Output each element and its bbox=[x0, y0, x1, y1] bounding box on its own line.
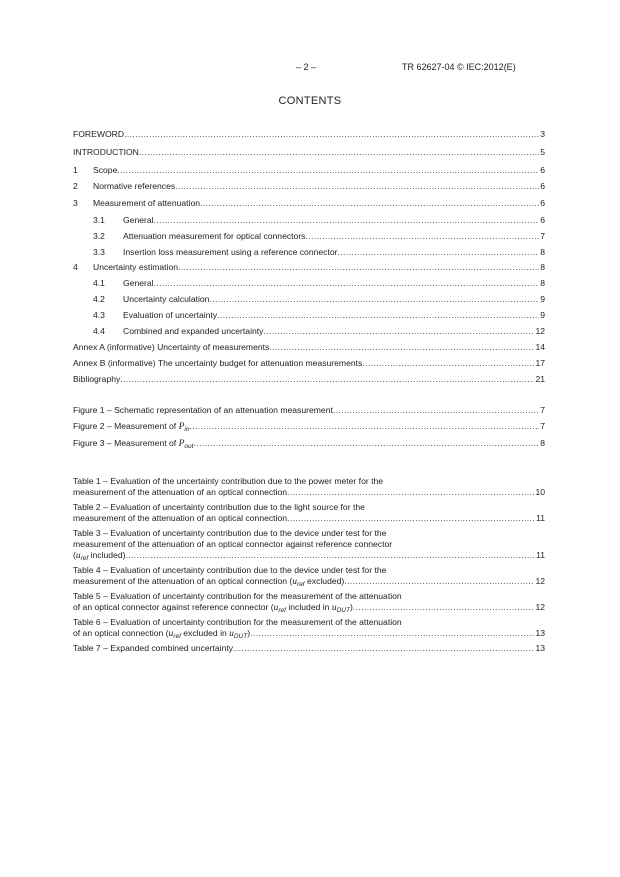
text-segment: included in bbox=[285, 602, 332, 612]
leader-dots bbox=[217, 310, 539, 321]
math-symbol: u bbox=[331, 603, 337, 613]
text-segment: Insertion loss measurement using a reference connector bbox=[123, 247, 338, 257]
text-segment: Combined and expanded uncertainty bbox=[123, 326, 264, 336]
leader-dots bbox=[353, 602, 535, 614]
leader-dots bbox=[333, 405, 539, 416]
leader-dots bbox=[189, 421, 539, 433]
page-ref: 12 bbox=[535, 602, 545, 612]
text-segment: Figure 2 – Measurement of bbox=[73, 421, 179, 431]
leader-dots bbox=[139, 147, 539, 158]
leader-dots bbox=[263, 326, 534, 337]
entry-line bbox=[73, 617, 545, 628]
section-number: 1 bbox=[73, 165, 78, 175]
page-ref: 6 bbox=[540, 165, 545, 175]
subscript: ref bbox=[297, 581, 305, 588]
page-ref: 8 bbox=[540, 438, 545, 448]
page-ref: 6 bbox=[540, 215, 545, 225]
math-symbol: P bbox=[178, 439, 185, 449]
figure-entry[interactable] bbox=[73, 421, 545, 433]
text-segment: measurement of the attenuation of an optical connection bbox=[73, 487, 288, 497]
entry-title bbox=[123, 294, 209, 305]
text-segment: Attenuation measurement for optical connectors bbox=[123, 231, 306, 241]
subscript: out bbox=[184, 443, 194, 450]
page-ref: 14 bbox=[535, 342, 545, 352]
leader-dots bbox=[154, 215, 540, 226]
toc-entry[interactable] bbox=[73, 342, 545, 353]
section-number: 4.3 bbox=[93, 310, 105, 320]
text-segment: General bbox=[123, 215, 154, 225]
section-number: 4.4 bbox=[93, 326, 105, 336]
text-segment: Bibliography bbox=[73, 374, 121, 384]
text-segment: Evaluation of uncertainty bbox=[123, 310, 218, 320]
page-ref: 9 bbox=[540, 294, 545, 304]
text-segment: Normative references bbox=[93, 181, 176, 191]
leader-dots bbox=[362, 358, 534, 369]
entry-line bbox=[73, 602, 545, 614]
entry-line bbox=[73, 487, 545, 498]
text-segment: Table 5 – Evaluation of uncertainty contribution for the measurement of the attenuation bbox=[73, 591, 402, 601]
entry-text bbox=[73, 539, 392, 550]
entry-title bbox=[123, 215, 154, 226]
leader-dots bbox=[287, 513, 535, 524]
text-segment: ) bbox=[349, 602, 353, 612]
text-segment: Table 7 – Expanded combined uncertainty bbox=[73, 643, 234, 653]
toc-entry[interactable] bbox=[73, 326, 545, 337]
page-ref: 8 bbox=[540, 278, 545, 288]
entry-line bbox=[73, 643, 545, 654]
page-ref: 3 bbox=[540, 129, 545, 139]
page-ref: 11 bbox=[536, 513, 545, 523]
entry-text bbox=[73, 628, 250, 640]
entry-title bbox=[123, 231, 305, 242]
figure-entry[interactable] bbox=[73, 405, 545, 416]
toc-entry[interactable] bbox=[73, 310, 545, 321]
page-ref: 5 bbox=[540, 147, 545, 157]
entry-title bbox=[123, 278, 154, 289]
entry-line bbox=[73, 528, 545, 539]
toc-entry[interactable] bbox=[73, 278, 545, 289]
entry-text bbox=[73, 576, 344, 588]
section-number: 3.1 bbox=[93, 215, 105, 225]
entry-line bbox=[73, 628, 545, 640]
text-segment: Annex B (informative) The uncertainty budget for attenuation measurements bbox=[73, 358, 363, 368]
leader-dots bbox=[175, 181, 539, 192]
entry-line bbox=[73, 438, 545, 450]
toc-entry[interactable] bbox=[73, 181, 545, 192]
section-number: 4.2 bbox=[93, 294, 105, 304]
toc-entry[interactable] bbox=[73, 374, 545, 385]
document-reference: TR 62627-04 © IEC:2012(E) bbox=[402, 62, 516, 72]
subscript: DUT bbox=[336, 607, 350, 614]
entry-line bbox=[73, 550, 545, 562]
math-symbol: u bbox=[75, 551, 81, 561]
text-segment: FOREWORD bbox=[73, 129, 125, 139]
text-segment: Annex A (informative) Uncertainty of measurements bbox=[73, 342, 270, 352]
table-entry[interactable] bbox=[73, 476, 545, 498]
entry-line bbox=[73, 421, 545, 433]
text-segment: ) bbox=[247, 628, 251, 638]
subscript: ref bbox=[278, 607, 286, 614]
entry-text bbox=[73, 421, 189, 433]
figure-entry[interactable] bbox=[73, 438, 545, 450]
toc-entry[interactable] bbox=[73, 129, 545, 140]
section-number: 4 bbox=[73, 262, 78, 272]
math-symbol: u bbox=[168, 629, 174, 639]
table-entry[interactable] bbox=[73, 502, 545, 524]
page-ref: 12 bbox=[535, 326, 545, 336]
subscript: ref bbox=[173, 633, 181, 640]
text-segment: Table 3 – Evaluation of uncertainty contribution due to the device under test for the bbox=[73, 528, 387, 538]
leader-dots bbox=[117, 165, 539, 176]
text-segment: Figure 1 – Schematic representation of an attenuation measurement bbox=[73, 405, 333, 415]
math-symbol: u bbox=[229, 629, 234, 639]
text-segment: included) bbox=[88, 550, 126, 560]
page-title: CONTENTS bbox=[278, 95, 342, 107]
table-entry[interactable] bbox=[73, 643, 545, 654]
table-entry[interactable] bbox=[73, 565, 545, 588]
toc-entry[interactable] bbox=[73, 198, 545, 209]
entry-title bbox=[73, 358, 362, 369]
entry-text bbox=[73, 438, 193, 450]
entry-title bbox=[123, 310, 217, 321]
text-segment: excluded in bbox=[180, 628, 230, 638]
entry-line bbox=[73, 405, 545, 416]
math-symbol: P bbox=[178, 422, 185, 432]
entry-title bbox=[123, 247, 337, 258]
entry-title bbox=[123, 326, 263, 337]
entry-title bbox=[93, 165, 117, 176]
entry-line bbox=[73, 539, 545, 550]
text-segment: excluded) bbox=[304, 576, 345, 586]
leader-dots bbox=[125, 550, 535, 562]
entry-line bbox=[73, 591, 545, 602]
toc-entry[interactable] bbox=[73, 262, 545, 273]
toc-entry[interactable] bbox=[73, 215, 545, 226]
entry-line bbox=[73, 513, 545, 524]
page-ref: 7 bbox=[540, 231, 545, 241]
text-segment: ( bbox=[73, 550, 76, 560]
subscript: in bbox=[184, 426, 190, 433]
text-segment: Table 6 – Evaluation of uncertainty contribution for the measurement of the attenuation bbox=[73, 617, 402, 627]
leader-dots bbox=[154, 278, 540, 289]
entry-text bbox=[73, 617, 402, 628]
text-segment: Uncertainty calculation bbox=[123, 294, 210, 304]
leader-dots bbox=[193, 438, 539, 450]
entry-text bbox=[73, 405, 333, 416]
text-segment: Measurement of attenuation bbox=[93, 198, 201, 208]
section-number: 3.3 bbox=[93, 247, 105, 257]
toc-entry[interactable] bbox=[73, 231, 545, 242]
toc-entry[interactable] bbox=[73, 247, 545, 258]
toc-entry[interactable] bbox=[73, 147, 545, 158]
entry-line bbox=[73, 476, 545, 487]
text-segment: of an optical connection ( bbox=[73, 628, 169, 638]
leader-dots bbox=[269, 342, 534, 353]
page-ref: 17 bbox=[535, 358, 545, 368]
table-entry[interactable] bbox=[73, 528, 545, 562]
entry-text bbox=[73, 602, 353, 614]
page-ref: 6 bbox=[540, 181, 545, 191]
math-symbol: u bbox=[292, 577, 298, 587]
entry-title bbox=[73, 374, 120, 385]
text-segment: measurement of the attenuation of an optical connector against reference connector bbox=[73, 539, 393, 549]
text-segment: General bbox=[123, 278, 154, 288]
entry-text bbox=[73, 565, 386, 576]
leader-dots bbox=[200, 198, 539, 209]
leader-dots bbox=[287, 487, 534, 498]
page-ref: 13 bbox=[535, 643, 545, 653]
table-entry[interactable] bbox=[73, 617, 545, 640]
leader-dots bbox=[120, 374, 534, 385]
text-segment: Table 2 – Evaluation of uncertainty contribution due to the light source for the bbox=[73, 502, 365, 512]
entry-line bbox=[73, 576, 545, 588]
text-segment: INTRODUCTION bbox=[73, 147, 139, 157]
leader-dots bbox=[337, 247, 539, 258]
entry-text bbox=[73, 487, 287, 498]
text-segment: Table 1 – Evaluation of the uncertainty contribution due to the power meter for the bbox=[73, 476, 384, 486]
subscript: DUT bbox=[233, 633, 248, 640]
toc-entry[interactable] bbox=[73, 294, 545, 305]
leader-dots bbox=[305, 231, 539, 242]
page-ref: 12 bbox=[535, 576, 545, 586]
leader-dots bbox=[178, 262, 539, 273]
text-segment: Table 4 – Evaluation of uncertainty contribution due to the device under test for the bbox=[73, 565, 387, 575]
entry-line bbox=[73, 502, 545, 513]
page-ref: 7 bbox=[540, 421, 545, 431]
text-segment: measurement of the attenuation of an optical connection ( bbox=[73, 576, 293, 586]
toc-entry[interactable] bbox=[73, 358, 545, 369]
text-segment: Uncertainty estimation bbox=[93, 262, 179, 272]
page-ref: 8 bbox=[540, 262, 545, 272]
text-segment: Figure 3 – Measurement of bbox=[73, 438, 179, 448]
entry-text bbox=[73, 513, 287, 524]
entry-title bbox=[93, 181, 175, 192]
entry-title bbox=[93, 262, 178, 273]
entry-line bbox=[73, 565, 545, 576]
page-ref: 21 bbox=[535, 374, 545, 384]
page-ref: 8 bbox=[540, 247, 545, 257]
section-number: 3.2 bbox=[93, 231, 105, 241]
entry-text bbox=[73, 476, 383, 487]
section-number: 3 bbox=[73, 198, 78, 208]
subscript: ref bbox=[80, 555, 89, 562]
page-ref: 13 bbox=[535, 628, 545, 638]
entry-text bbox=[73, 502, 365, 513]
entry-title bbox=[73, 342, 269, 353]
toc-entry[interactable] bbox=[73, 165, 545, 176]
page-ref: 9 bbox=[540, 310, 545, 320]
leader-dots bbox=[344, 576, 534, 588]
entry-title bbox=[93, 198, 200, 209]
entry-text bbox=[73, 528, 386, 539]
section-number: 4.1 bbox=[93, 278, 105, 288]
entry-text bbox=[73, 550, 125, 562]
text-segment: measurement of the attenuation of an optical connection bbox=[73, 513, 288, 523]
page-ref: 7 bbox=[540, 405, 545, 415]
leader-dots bbox=[209, 294, 539, 305]
table-entry[interactable] bbox=[73, 591, 545, 614]
entry-text bbox=[73, 591, 402, 602]
math-symbol: u bbox=[273, 603, 279, 613]
leader-dots bbox=[124, 129, 539, 140]
section-number: 2 bbox=[73, 181, 78, 191]
page-ref: 6 bbox=[540, 198, 545, 208]
text-segment: of an optical connector against reference connector ( bbox=[73, 602, 274, 612]
entry-text bbox=[73, 643, 233, 654]
page-ref: 11 bbox=[536, 550, 545, 560]
page-number: – 2 – bbox=[296, 62, 317, 72]
text-segment: Scope bbox=[93, 165, 118, 175]
leader-dots bbox=[250, 628, 534, 640]
page-ref: 10 bbox=[535, 487, 545, 497]
leader-dots bbox=[233, 643, 534, 654]
entry-title bbox=[73, 147, 139, 158]
entry-title bbox=[73, 129, 124, 140]
